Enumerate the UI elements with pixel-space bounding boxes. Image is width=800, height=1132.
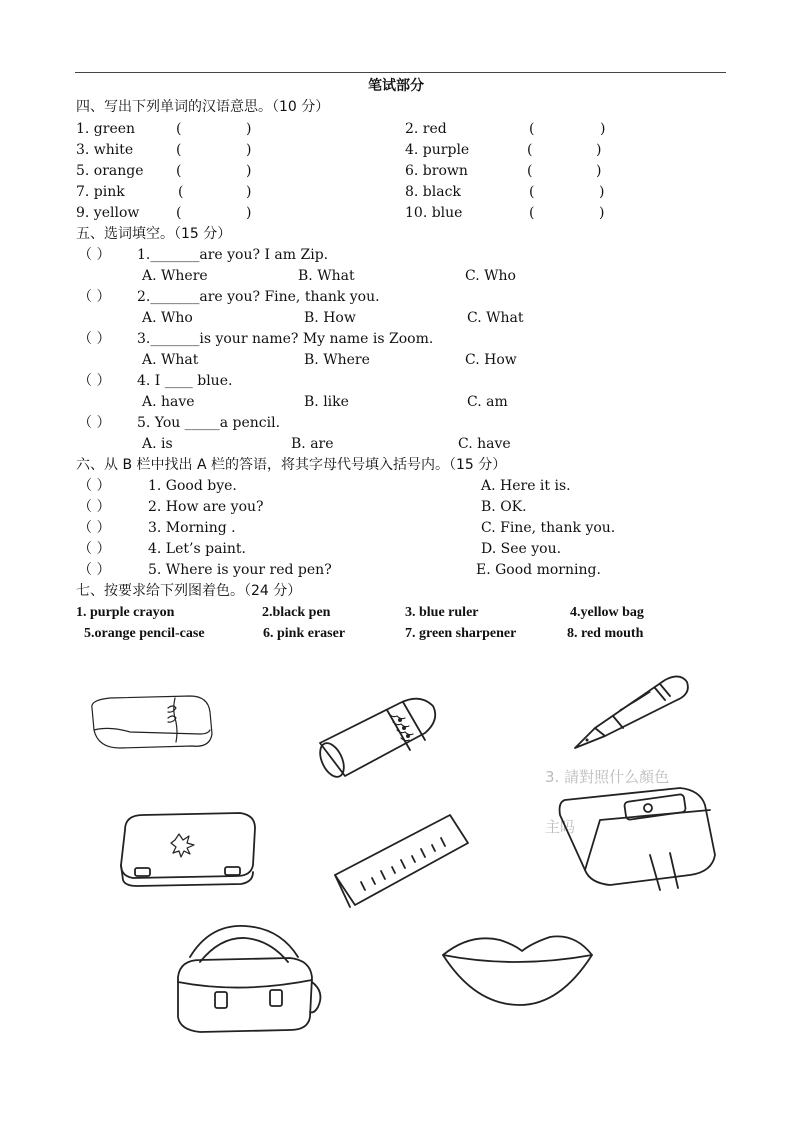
question-stem: 2._______are you? Fine, thank you.	[137, 289, 380, 305]
word-item: 6. brown	[405, 163, 468, 179]
ruler-icon	[330, 805, 475, 915]
answer-paren: （ ）	[78, 562, 111, 578]
close-paren: )	[246, 163, 252, 179]
word-item: 3. white	[76, 142, 134, 158]
option-b: B. How	[304, 310, 356, 326]
open-paren: (	[176, 205, 182, 221]
bag-icon	[170, 922, 320, 1037]
open-paren: (	[527, 142, 533, 158]
sharpener-icon	[540, 760, 720, 895]
option-a: A. have	[142, 394, 195, 410]
question-stem: 3._______is your name? My name is Zoom.	[137, 331, 434, 347]
response-b: C. Fine, thank you.	[481, 520, 616, 536]
mouth-icon	[440, 925, 595, 1010]
open-paren: (	[529, 121, 535, 137]
word-item: 4. purple	[405, 142, 470, 158]
answer-paren: （ ）	[78, 289, 111, 305]
answer-paren: （ ）	[78, 478, 111, 494]
open-paren: (	[176, 142, 182, 158]
open-paren: (	[176, 121, 182, 137]
eraser-icon	[80, 690, 220, 760]
response-b: D. See you.	[481, 541, 562, 557]
close-paren: )	[596, 142, 602, 158]
pencil-case-icon	[115, 810, 260, 890]
word-item: 9. yellow	[76, 205, 140, 221]
option-c: C. What	[467, 310, 524, 326]
response-b: B. OK.	[481, 499, 527, 515]
option-c: C. Who	[465, 268, 516, 284]
open-paren: (	[529, 205, 535, 221]
color-task: 2.black pen	[262, 605, 331, 620]
color-task: 3. blue ruler	[405, 605, 479, 620]
option-a: A. Who	[142, 310, 193, 326]
close-paren: )	[600, 121, 606, 137]
answer-paren: （ ）	[78, 415, 111, 431]
close-paren: )	[246, 184, 252, 200]
prompt-a: 5. Where is your red pen?	[148, 562, 332, 578]
option-a: A. What	[142, 352, 199, 368]
word-item: 8. black	[405, 184, 461, 200]
question-stem: 4. I ____ blue.	[137, 373, 233, 389]
option-a: A. Where	[142, 268, 208, 284]
option-a: A. is	[142, 436, 173, 452]
svg-text:3. 請對照什么顏色: 3. 請對照什么顏色	[545, 768, 670, 786]
color-task: 4.yellow bag	[570, 605, 644, 620]
open-paren: (	[529, 184, 535, 200]
close-paren: )	[599, 205, 605, 221]
prompt-a: 4. Let’s paint.	[148, 541, 246, 557]
option-b: B. What	[298, 268, 355, 284]
answer-paren: （ ）	[78, 499, 111, 515]
section5-heading: 五、选词填空。（15 分）	[76, 226, 232, 242]
close-paren: )	[246, 205, 252, 221]
prompt-a: 1. Good bye.	[148, 478, 237, 494]
close-paren: )	[599, 184, 605, 200]
question-stem: 5. You _____a pencil.	[137, 415, 281, 431]
open-paren: (	[178, 184, 184, 200]
word-item: 5. orange	[76, 163, 144, 179]
color-task: 8. red mouth	[567, 626, 644, 641]
color-task: 5.orange pencil-case	[84, 626, 205, 641]
crayon-icon	[315, 688, 445, 788]
answer-paren: （ ）	[78, 373, 111, 389]
option-c: C. How	[465, 352, 517, 368]
color-task: 7. green sharpener	[405, 626, 517, 641]
prompt-a: 2. How are you?	[148, 499, 264, 515]
prompt-a: 3. Morning .	[148, 520, 236, 536]
section7-heading: 七、按要求给下列图着色。（24 分）	[76, 583, 302, 599]
close-paren: )	[246, 142, 252, 158]
open-paren: (	[527, 163, 533, 179]
option-c: C. am	[467, 394, 508, 410]
answer-paren: （ ）	[78, 331, 111, 347]
close-paren: )	[596, 163, 602, 179]
response-b: E. Good morning.	[476, 562, 601, 578]
color-task: 6. pink eraser	[263, 626, 346, 641]
option-b: B. are	[291, 436, 334, 452]
answer-paren: （ ）	[78, 541, 111, 557]
option-b: B. Where	[304, 352, 370, 368]
top-rule	[75, 72, 726, 73]
answer-paren: （ ）	[78, 247, 111, 263]
pen-icon	[565, 668, 695, 753]
svg-text:主吗: 主吗	[545, 818, 576, 836]
word-item: 1. green	[76, 121, 136, 137]
response-b: A. Here it is.	[481, 478, 571, 494]
word-item: 10. blue	[405, 205, 463, 221]
section6-heading: 六、从 B 栏中找出 A 栏的答语，将其字母代号填入括号内。（15 分）	[76, 457, 507, 473]
open-paren: (	[176, 163, 182, 179]
question-stem: 1._______are you? I am Zip.	[137, 247, 329, 263]
page-title: 笔试部分	[368, 78, 424, 94]
answer-paren: （ ）	[78, 520, 111, 536]
word-item: 2. red	[405, 121, 447, 137]
close-paren: )	[246, 121, 252, 137]
option-b: B. like	[304, 394, 349, 410]
section4-heading: 四、写出下列单词的汉语意思。（10 分）	[76, 99, 330, 115]
word-item: 7. pink	[76, 184, 125, 200]
color-task: 1. purple crayon	[76, 605, 175, 620]
option-c: C. have	[458, 436, 511, 452]
